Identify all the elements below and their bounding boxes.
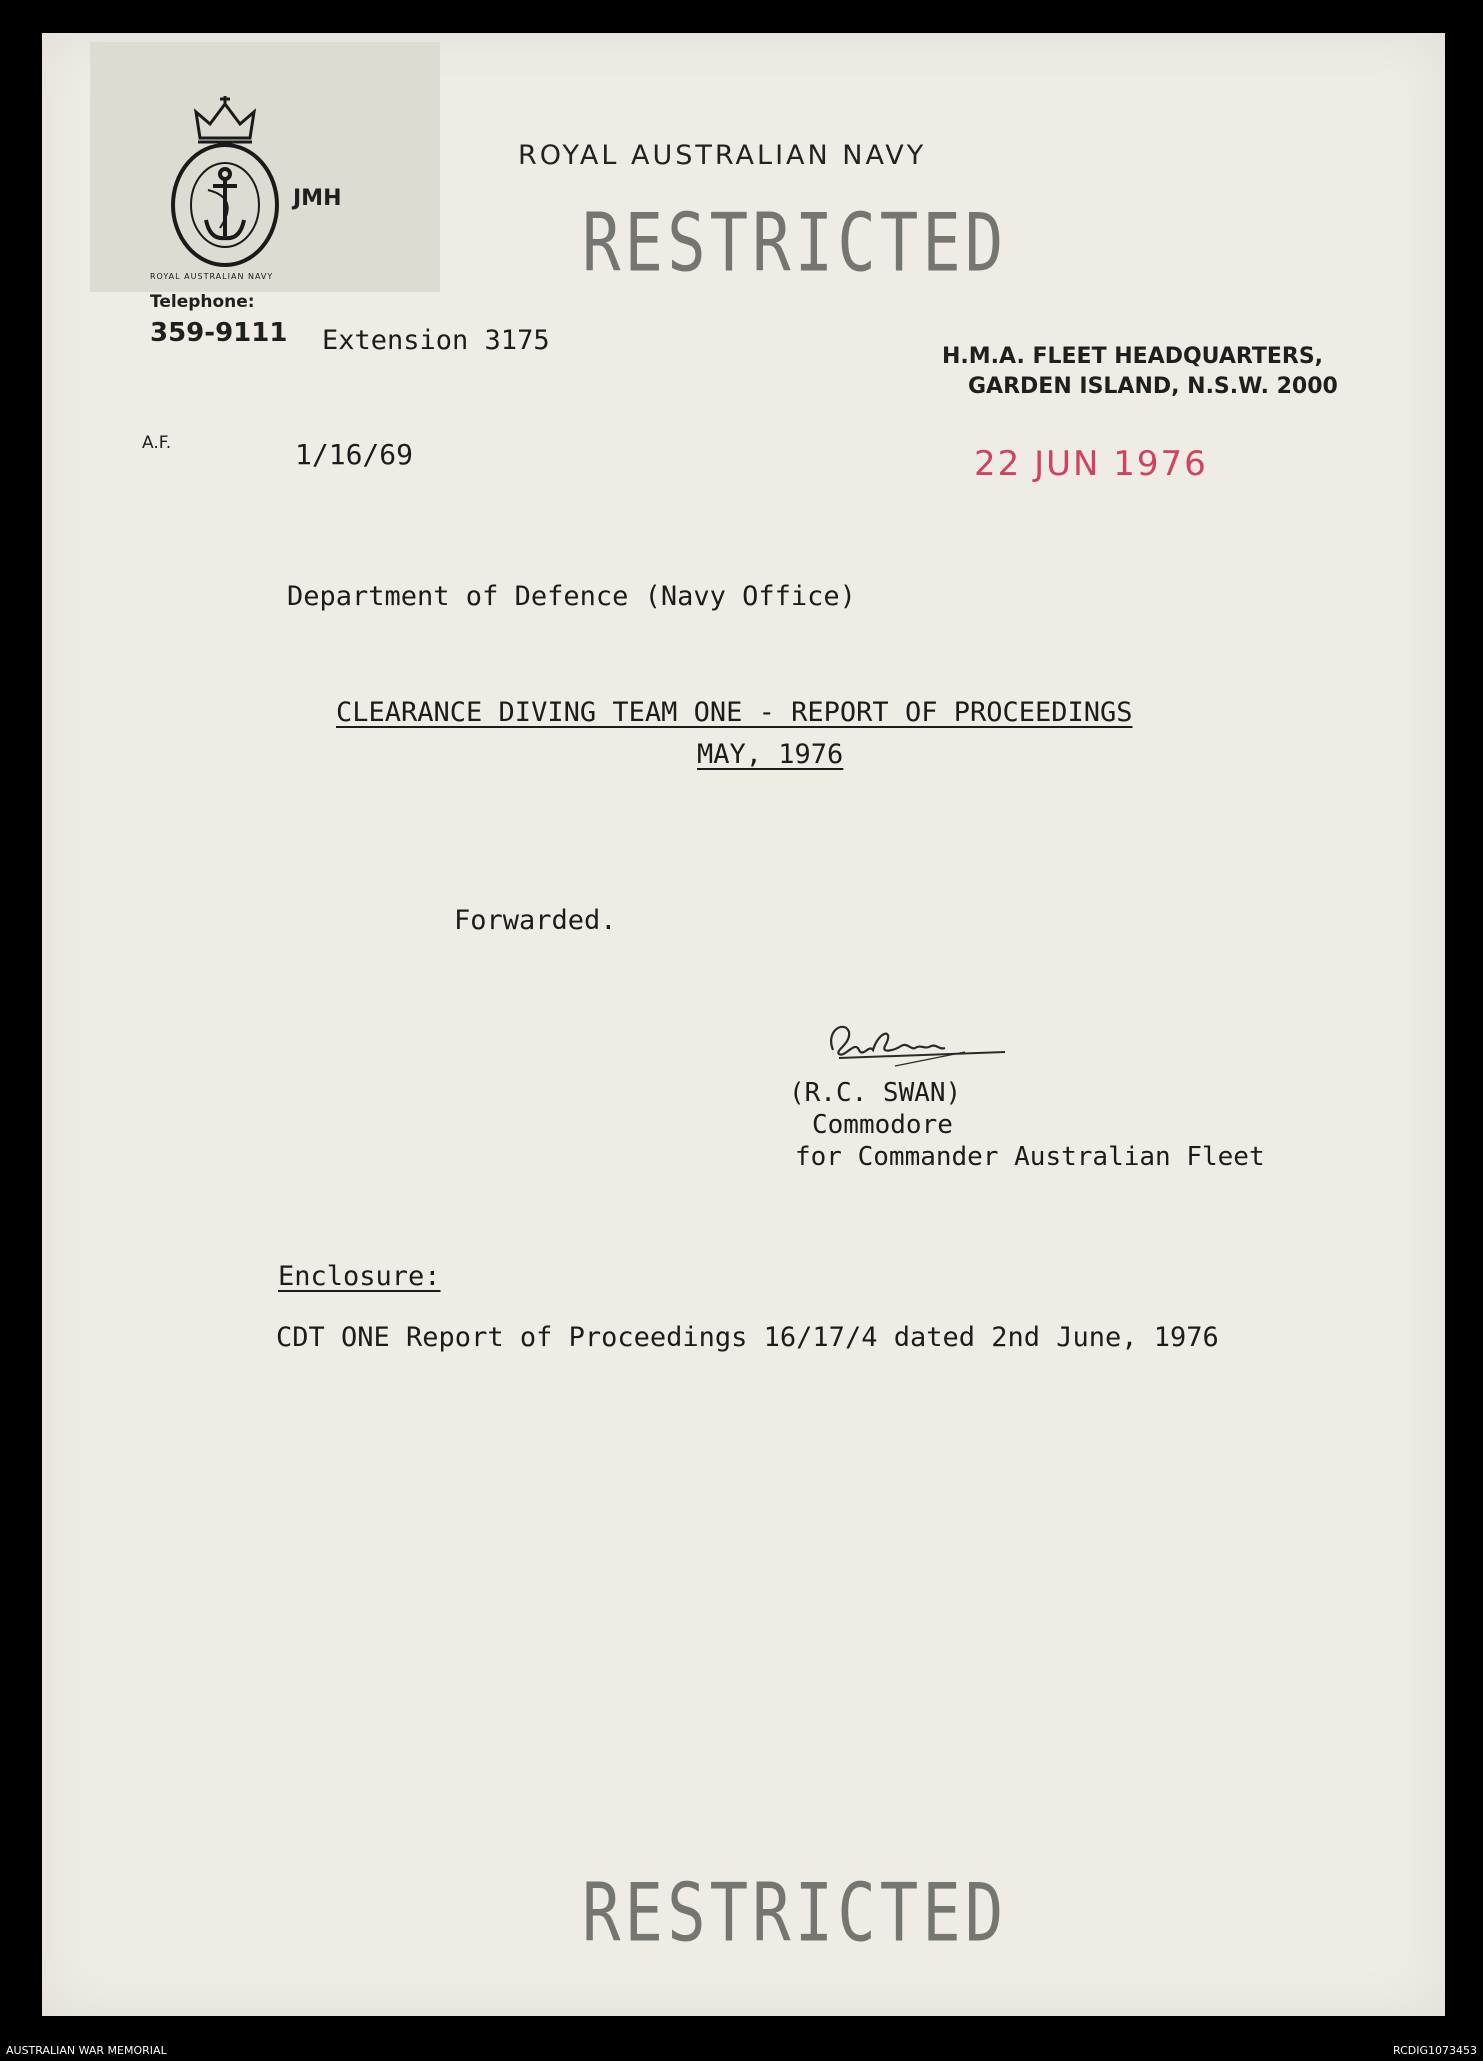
file-ref-number: 1/16/69 (295, 438, 414, 471)
initials: JMH (293, 186, 342, 211)
date-received-stamp: 22 JUN 1976 (974, 444, 1208, 484)
footer-right: RCDIG1073453 (1392, 2044, 1477, 2057)
signatory-name: (R.C. SWAN) (789, 1078, 962, 1108)
footer-left: AUSTRALIAN WAR MEMORIAL (6, 2044, 167, 2057)
classification-stamp-top: RESTRICTED (582, 198, 1008, 291)
address-line-1: H.M.A. FLEET HEADQUARTERS, (942, 344, 1324, 369)
telephone-label: Telephone: (150, 292, 255, 312)
address-line-2: GARDEN ISLAND, N.S.W. 2000 (968, 374, 1338, 399)
telephone-extension: Extension 3175 (322, 325, 550, 356)
recipient: Department of Defence (Navy Office) (287, 581, 856, 612)
subject-line-2: MAY, 1976 (697, 739, 844, 770)
body-text: Forwarded. (454, 905, 617, 936)
file-ref-label: A.F. (142, 433, 172, 453)
enclosure-text: CDT ONE Report of Proceedings 16/17/4 dated 2nd June, 1976 (276, 1322, 1219, 1353)
signatory-rank: Commodore (812, 1110, 953, 1140)
handwritten-signature (815, 1010, 1015, 1070)
page-title: ROYAL AUSTRALIAN NAVY (518, 140, 927, 171)
crest-ring-text: ROYAL AUSTRALIAN NAVY (150, 272, 274, 281)
subject-line-1: CLEARANCE DIVING TEAM ONE - REPORT OF PROCEEDINGS (336, 697, 1133, 728)
navy-crest-icon (150, 90, 300, 270)
signatory-for-line: for Commander Australian Fleet (795, 1142, 1265, 1172)
enclosure-heading: Enclosure: (278, 1261, 441, 1292)
classification-stamp-bottom: RESTRICTED (582, 1868, 1008, 1961)
telephone-number: 359-9111 (150, 318, 288, 348)
